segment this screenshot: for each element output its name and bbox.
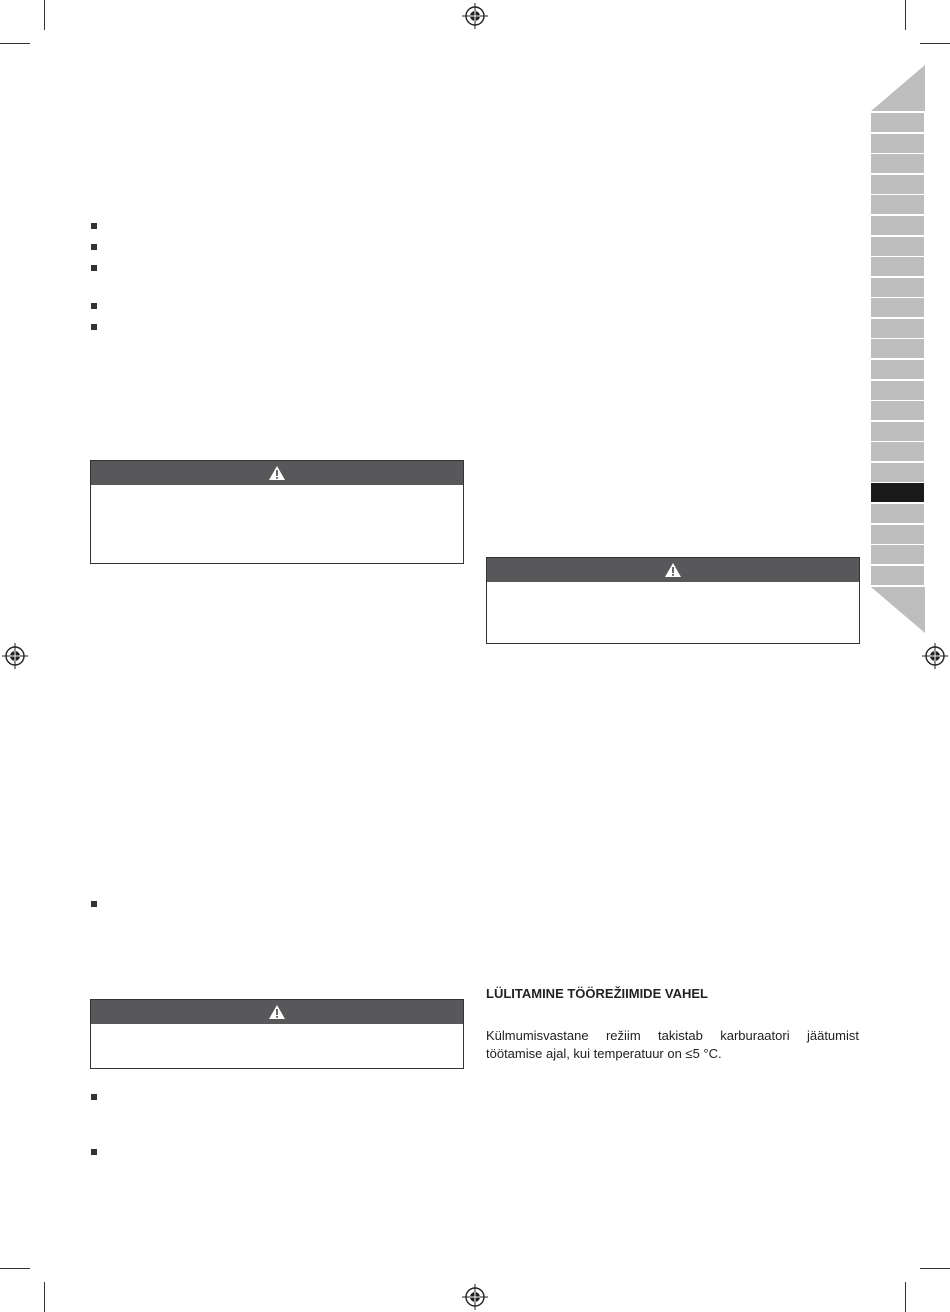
side-tab[interactable] <box>871 113 924 132</box>
side-tab[interactable] <box>871 525 924 544</box>
warning-triangle-icon <box>268 1004 286 1020</box>
side-tab[interactable] <box>871 504 924 523</box>
side-tab[interactable] <box>871 175 924 194</box>
side-tab-bottom-arrow <box>871 587 925 633</box>
registration-mark-icon <box>2 643 28 669</box>
side-tab[interactable] <box>871 319 924 338</box>
warning-triangle-icon <box>664 562 682 578</box>
side-tab[interactable] <box>871 422 924 441</box>
bullet-icon <box>91 1149 97 1155</box>
bullet-icon <box>91 244 97 250</box>
side-tab[interactable] <box>871 442 924 461</box>
registration-mark-icon <box>462 1284 488 1310</box>
bullet-icon <box>91 324 97 330</box>
bullet-icon <box>91 265 97 271</box>
bullet-icon <box>91 223 97 229</box>
section-heading: LÜLITAMINE TÖÖREŽIIMIDE VAHEL <box>486 986 708 1001</box>
warning-box <box>486 557 860 644</box>
side-tab[interactable] <box>871 463 924 482</box>
bullet-icon <box>91 901 97 907</box>
warning-box <box>90 999 464 1069</box>
side-tab[interactable] <box>871 401 924 420</box>
registration-mark-icon <box>462 3 488 29</box>
side-tab[interactable] <box>871 216 924 235</box>
side-tab-active[interactable] <box>871 483 924 502</box>
bullet-icon <box>91 1094 97 1100</box>
side-tab[interactable] <box>871 195 924 214</box>
side-tab[interactable] <box>871 566 924 585</box>
warning-header <box>91 461 463 485</box>
warning-header <box>91 1000 463 1024</box>
warning-triangle-icon <box>268 465 286 481</box>
side-tab[interactable] <box>871 257 924 276</box>
side-tab[interactable] <box>871 360 924 379</box>
side-tab[interactable] <box>871 381 924 400</box>
warning-box <box>90 460 464 564</box>
side-tab[interactable] <box>871 154 924 173</box>
side-tab[interactable] <box>871 339 924 358</box>
bullet-icon <box>91 303 97 309</box>
section-paragraph: Külmumisvastane režiim takistab karburaatori jäätumist töötamise ajal, kui temperatuur on ≤5 °C. <box>486 1028 859 1061</box>
side-tab[interactable] <box>871 237 924 256</box>
side-tab-top-arrow <box>871 65 925 111</box>
side-tab[interactable] <box>871 298 924 317</box>
warning-header <box>487 558 859 582</box>
side-tab[interactable] <box>871 278 924 297</box>
side-tab[interactable] <box>871 134 924 153</box>
registration-mark-icon <box>922 643 948 669</box>
side-tab[interactable] <box>871 545 924 564</box>
